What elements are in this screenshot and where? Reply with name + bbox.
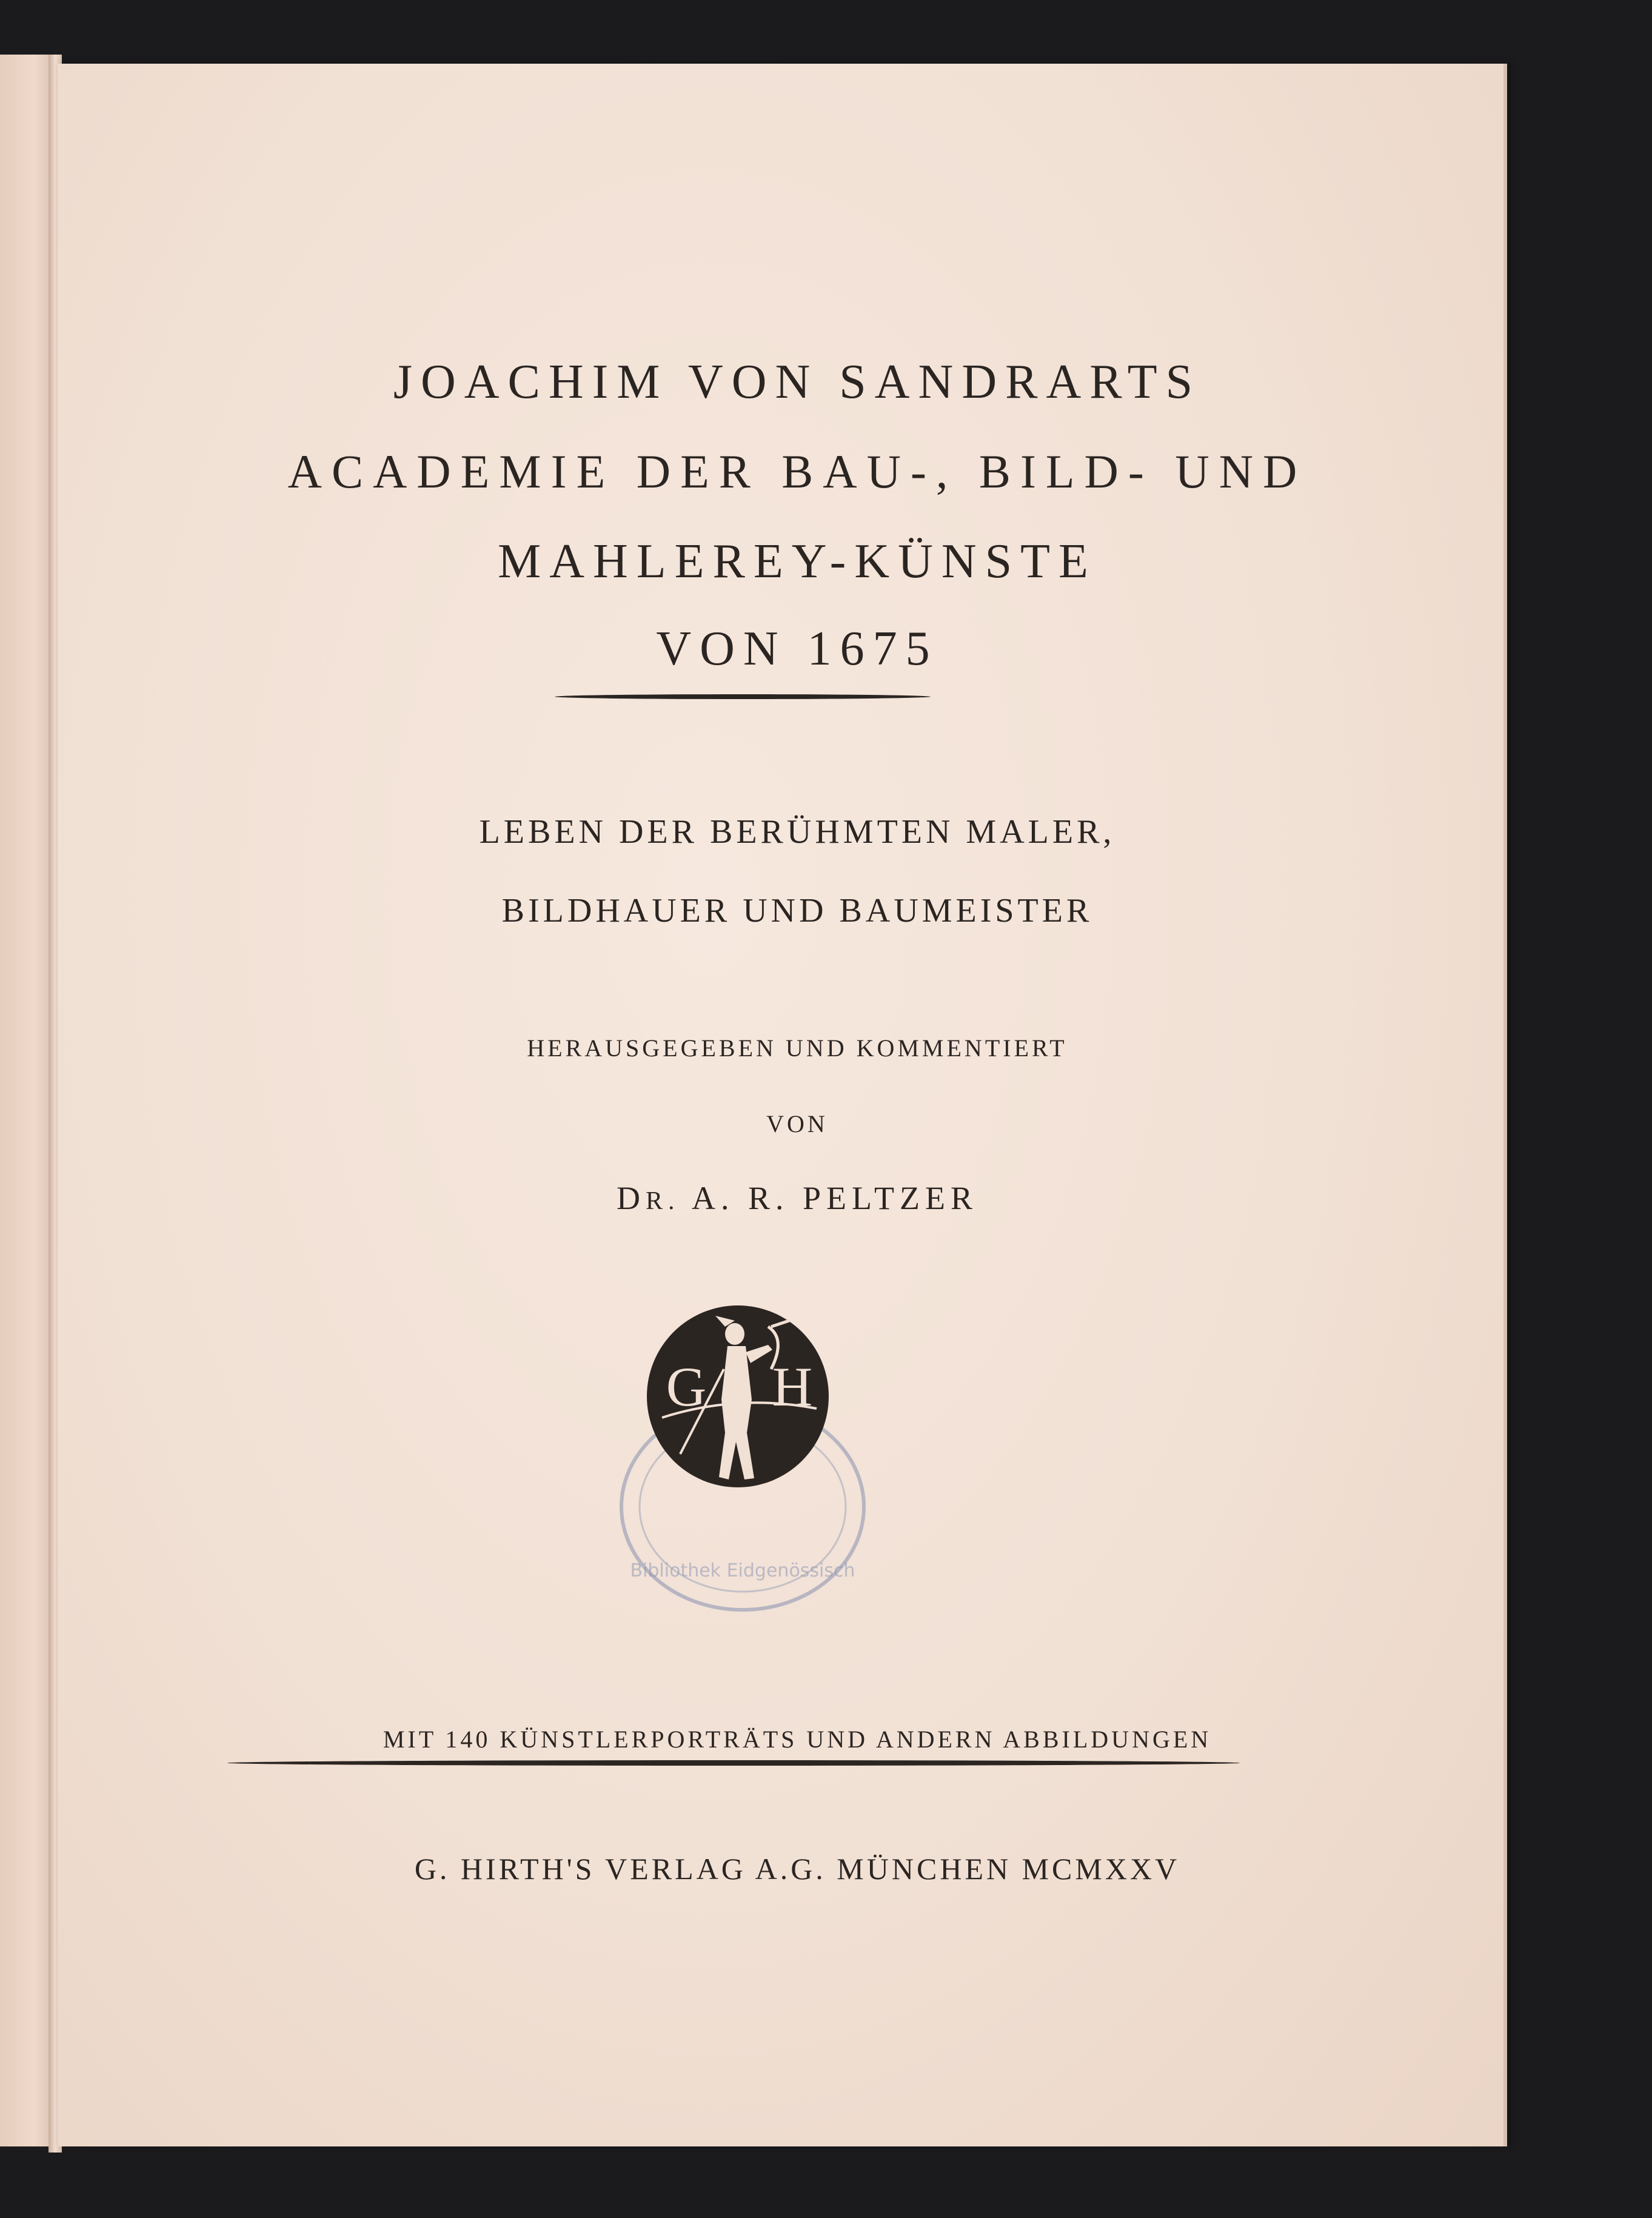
editor-name-prefix-small: R. [645,1187,680,1215]
illustrations-note: MIT 140 KÜNSTLERPORTRÄTS UND ANDERN ABBILDUNGEN [383,1726,1212,1753]
logo-letter-h: H [772,1356,813,1418]
editor-name-prefix: D [616,1180,646,1216]
editor-line-1: HERAUSGEGEBEN UND KOMMENTIERT [527,1034,1068,1062]
publisher-imprint: G. HIRTH'S VERLAG A.G. MÜNCHEN MCMXXV [414,1852,1180,1886]
editor-line-2: VON [766,1110,828,1137]
title-page [58,64,1507,2146]
title-line-3: MAHLEREY-KÜNSTE [498,535,1097,588]
library-stamp-text: Bibliothek Eidgenössisch [630,1560,855,1581]
publisher-logo [644,1302,832,1490]
title-line-4: VON 1675 [656,622,938,675]
title-line-1: JOACHIM VON SANDRARTS [393,355,1202,409]
editor-name [58,1179,1537,1217]
title-line-2: ACADEMIE DER BAU-, BILD- UND [287,445,1307,498]
editor-name-rest: A. R. PELTZER [680,1180,978,1216]
title-divider-rule [555,694,931,699]
subtitle-line-1: LEBEN DER BERÜHMTEN MALER, [479,813,1115,851]
imprint-divider-rule [227,1760,1240,1766]
subtitle-line-2: BILDHAUER UND BAUMEISTER [501,892,1093,930]
logo-letter-g: G [666,1356,707,1418]
